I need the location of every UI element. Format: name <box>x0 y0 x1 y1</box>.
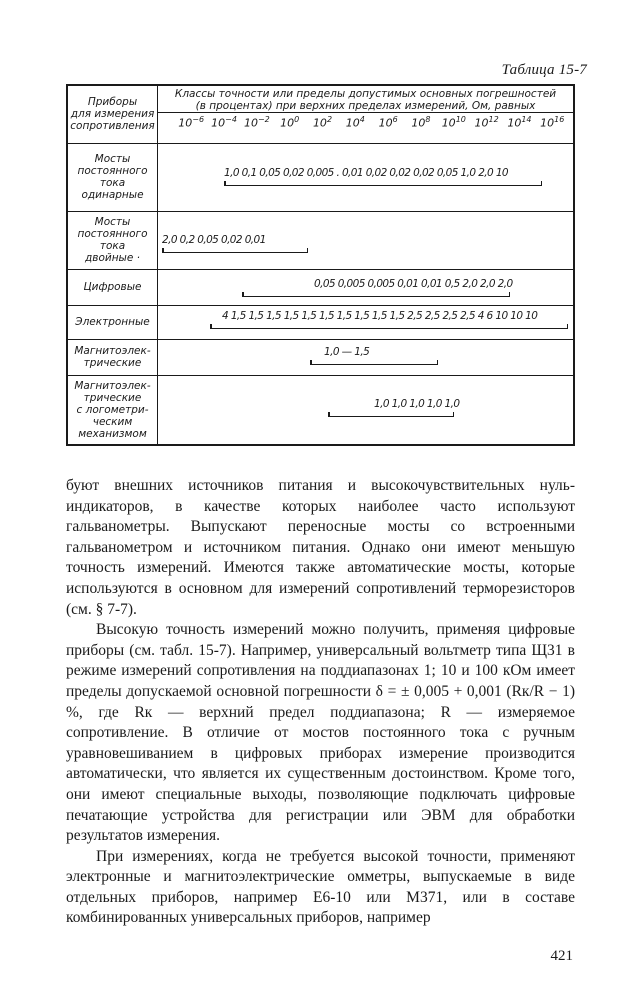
decade-tick-label: $10^{10}$ <box>441 115 466 130</box>
row-values: 0,05 0,005 0,005 0,01 0,01 0,5 2,0 2,0 2,0 <box>314 277 513 290</box>
row-label <box>67 375 158 445</box>
decade-tick-label: $10^{14}$ <box>507 115 532 130</box>
table-caption: Таблица 15-7 <box>501 62 587 78</box>
decade-tick-label: $10^{16}$ <box>540 115 565 130</box>
decade-scale <box>158 112 573 133</box>
label-line: Мосты <box>94 216 131 228</box>
label-line: тока <box>99 240 126 252</box>
row-cell <box>158 143 575 211</box>
row-values: 1,0 — 1,5 <box>324 345 370 358</box>
paragraph: буют внешних источников питания и высокочувствительных нуль-индикаторов, в качестве которых наиболее часто используют гальванометры. Выпускают переносные мосты со встроенными гальванометром и источником питания. Однако они имеют меньшую точность измерений. Имеются также автоматические мосты, которые используются в основном для измерений сопротивлений терморезисторов (см. § 7-7). <box>66 477 575 618</box>
label-line: трические <box>83 357 142 369</box>
decade-tick-label: $10^{-4}$ <box>211 115 237 130</box>
decade-tick-label: $10^8$ <box>411 115 431 130</box>
decade-tick-label: $10^0$ <box>280 115 300 130</box>
label-line: двойные · <box>85 252 140 264</box>
range-bar <box>210 328 568 330</box>
label-line: Мосты <box>94 153 131 165</box>
row-label <box>67 269 158 305</box>
row-label <box>67 305 158 339</box>
label-line: тока <box>99 177 126 189</box>
row-values: 2,0 0,2 0,05 0,02 0,01 <box>162 233 266 246</box>
range-bar <box>162 252 308 254</box>
row-label <box>67 143 158 211</box>
row-label <box>67 211 158 269</box>
row-values: 1,0 0,1 0,05 0,02 0,005 . 0,01 0,02 0,02 0,02 0,05 1,0 2,0 10 <box>224 166 508 179</box>
label-line: Магнитоэлек- <box>74 379 151 392</box>
label-line: с логометри- <box>76 403 149 416</box>
row-cell <box>158 305 575 339</box>
range-bar <box>328 416 454 418</box>
row-cell <box>158 269 575 305</box>
decade-tick-label: $10^{-2}$ <box>243 115 270 130</box>
paragraph: При измерениях, когда не требуется высокой точности, применяют электронные и магнитоэлектрические омметры, выпускаемые в виде отдельных приборов, например Е6-10 или М371, или в составе комбинированных универсальных приборов, например <box>66 847 575 927</box>
paragraph: Высокую точность измерений можно получить, применяя цифровые приборы (см. табл. 15-7). Например, универсальный вольтметр типа Щ31 в режиме измерений сопротивления на поддиапазонах 1; 10 и 100 кОм имеет пределы допускаемой основной погрешности δ = ± 0,005 + 0,001 (Rк/R − 1) %, где Rк — верхний предел поддиапазона; R — измеряемое сопротивление. В отличие от мостов постоянного тока с ручным уравновешиванием в цифровых приборах измерение производится автоматически, что является их существенным достоинством. Кроме того, они имеют специальные выходы, позволяющие подключать цифровые печатающие устройства для регистрации или ЭВМ для обработки результатов измерения. <box>66 621 575 845</box>
label-line: трические <box>83 391 142 404</box>
decade-tick-label: $10^6$ <box>378 115 398 130</box>
row-cell <box>158 375 575 445</box>
row-values: 1,0 1,0 1,0 1,0 1,0 <box>374 397 460 410</box>
label-line: постоянного <box>77 165 148 177</box>
body-text <box>66 476 575 929</box>
label-line: ческим <box>92 415 133 428</box>
range-bar <box>242 296 510 298</box>
ranges-table <box>66 84 575 446</box>
header-line: сопротивления <box>70 120 155 133</box>
label-line: Электронные <box>75 316 150 328</box>
label-line: Магнитоэлек- <box>74 345 151 357</box>
row-values: 4 1,5 1,5 1,5 1,5 1,5 1,5 1,5 1,5 1,5 1,5 2,5 2,5 2,5 2,5 4 6 10 10 10 <box>222 309 538 322</box>
label-line: механизмом <box>78 427 147 440</box>
label-line: Цифровые <box>83 281 142 293</box>
label-line: одинарные <box>81 189 144 201</box>
decade-tick-label: $10^2$ <box>312 115 333 130</box>
range-bar <box>224 185 542 187</box>
header-line: для измерения <box>70 108 155 121</box>
page-number: 421 <box>550 948 573 964</box>
header-col-classes <box>158 85 575 143</box>
decade-tick-label: $10^{12}$ <box>474 115 499 130</box>
range-bar <box>310 364 438 366</box>
row-cell <box>158 339 575 375</box>
header-line: (в процентах) при верхних пределах измерений, Ом, равных <box>195 100 536 112</box>
decade-tick-label: $10^4$ <box>345 115 365 130</box>
row-label <box>67 339 158 375</box>
header-line: Классы точности или пределы допустимых основных погрешностей <box>174 88 557 100</box>
decade-tick-label: $10^{-6}$ <box>178 115 205 130</box>
row-cell <box>158 211 575 269</box>
header-line: Приборы <box>87 96 138 109</box>
label-line: постоянного <box>77 228 148 240</box>
header-col-devices <box>67 85 158 143</box>
